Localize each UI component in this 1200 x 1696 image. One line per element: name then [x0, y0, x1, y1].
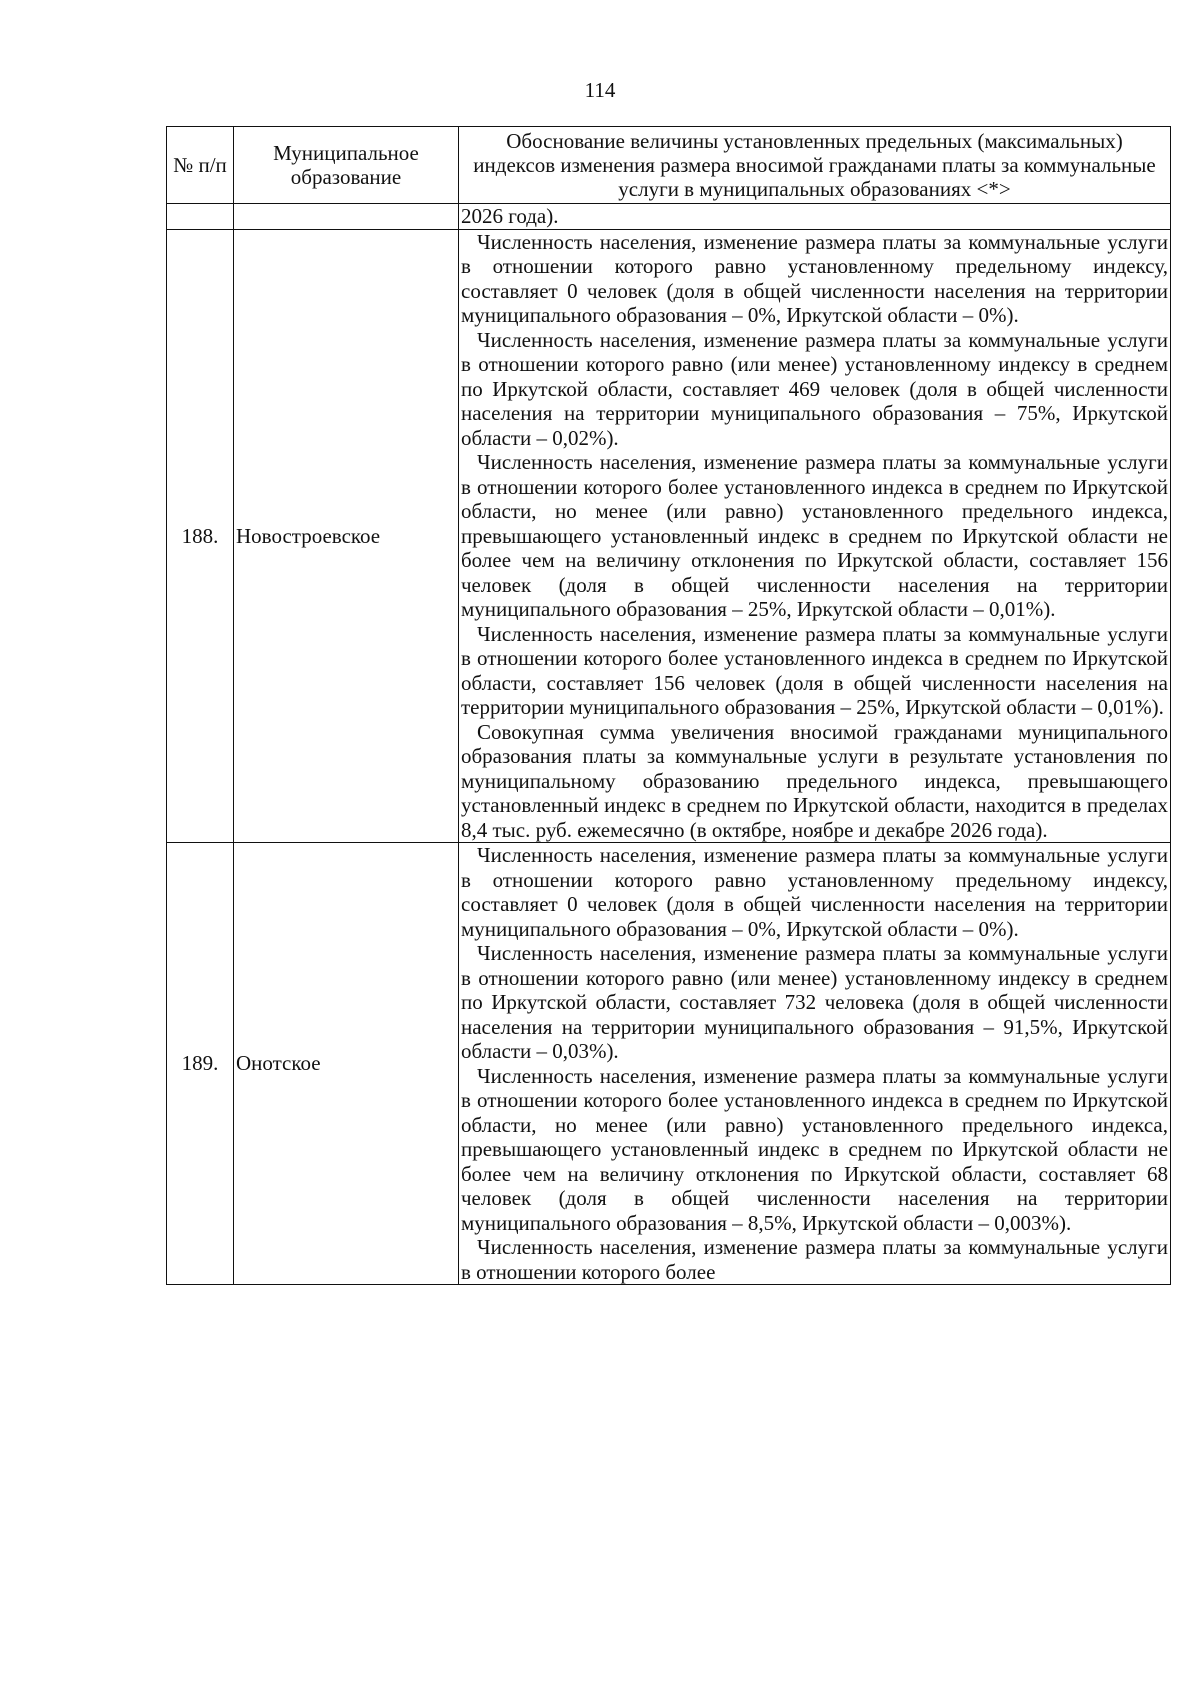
- page-number: 114: [584, 78, 616, 102]
- paragraph: Численность населения, изменение размера платы за коммунальные услуги в отношении которого равно установленному предельному индексу, составляет 0 человек (доля в общей численности населения на территории муниципального образования – 0%, Иркутской области – 0%).: [461, 229, 1168, 327]
- tariff-index-table: [166, 126, 1171, 1285]
- header-num: № п/п: [167, 127, 234, 204]
- paragraph: Численность населения, изменение размера платы за коммунальные услуги в отношении которого равно (или менее) установленному индексу в среднем по Иркутской области, составляет 732 человека (доля в общей численности населения на территории муниципального образования – 91,5%, Иркутской области – 0,03%).: [461, 941, 1168, 1063]
- justification-cell: [459, 229, 1171, 843]
- continuation-row: [167, 204, 1171, 230]
- paragraph: Численность населения, изменение размера платы за коммунальные услуги в отношении которого равно установленному предельному индексу, составляет 0 человек (доля в общей численности населения на территории муниципального образования – 0%, Иркутской области – 0%).: [461, 843, 1168, 941]
- paragraph: Численность населения, изменение размера платы за коммунальные услуги в отношении которого более установленного индекса в среднем по Иркутской области, но менее (или равно) установленного предельного индекса, превышающего установленный индекс в среднем по Иркутской области не более чем на величину отклонения по Иркутской области, составляет 156 человек (доля в общей численности населения на территории муниципального образования – 25%, Иркутской области – 0,01%).: [461, 450, 1168, 621]
- paragraph: Численность населения, изменение размера платы за коммунальные услуги в отношении которого более: [461, 1235, 1168, 1284]
- table-header-row: [167, 127, 1171, 204]
- paragraph: Численность населения, изменение размера платы за коммунальные услуги в отношении которого более установленного индекса в среднем по Иркутской области, составляет 156 человек (доля в общей численности населения на территории муниципального образования – 25%, Иркутской области – 0,01%).: [461, 621, 1168, 719]
- row-number: 189.: [167, 843, 234, 1285]
- header-municipality: Муниципальное образование: [234, 127, 459, 204]
- table-row: [167, 843, 1171, 1285]
- justification-cell: [459, 843, 1171, 1285]
- paragraph: Совокупная сумма увеличения вносимой гражданами муниципального образования платы за коммунальные услуги в результате установления по муниципальному образованию предельного индекса, превышающего установленный индекс в среднем по Иркутской области, находится в пределах 8,4 тыс. руб. ежемесячно (в октябре, ноябре и декабре 2026 года).: [461, 719, 1168, 842]
- municipality-name: Онотское: [234, 843, 459, 1285]
- paragraph: Численность населения, изменение размера платы за коммунальные услуги в отношении которого равно (или менее) установленному индексу в среднем по Иркутской области, составляет 469 человек (доля в общей численности населения на территории муниципального образования – 75%, Иркутской области – 0,02%).: [461, 327, 1168, 450]
- municipality-name: Новостроевское: [234, 229, 459, 843]
- paragraph: Численность населения, изменение размера платы за коммунальные услуги в отношении которого более установленного индекса в среднем по Иркутской области, но менее (или равно) установленного предельного индекса, превышающего установленный индекс в среднем по Иркутской области не более чем на величину отклонения по Иркутской области, составляет 68 человек (доля в общей численности населения на территории муниципального образования – 8,5%, Иркутской области – 0,003%).: [461, 1063, 1168, 1235]
- row-number: 188.: [167, 229, 234, 843]
- continuation-text: 2026 года).: [461, 204, 559, 228]
- table-row: [167, 229, 1171, 843]
- header-justification: Обоснование величины установленных предельных (максимальных) индексов изменения размера вносимой гражданами платы за коммунальные услуги в муниципальных образованиях <*>: [459, 127, 1171, 204]
